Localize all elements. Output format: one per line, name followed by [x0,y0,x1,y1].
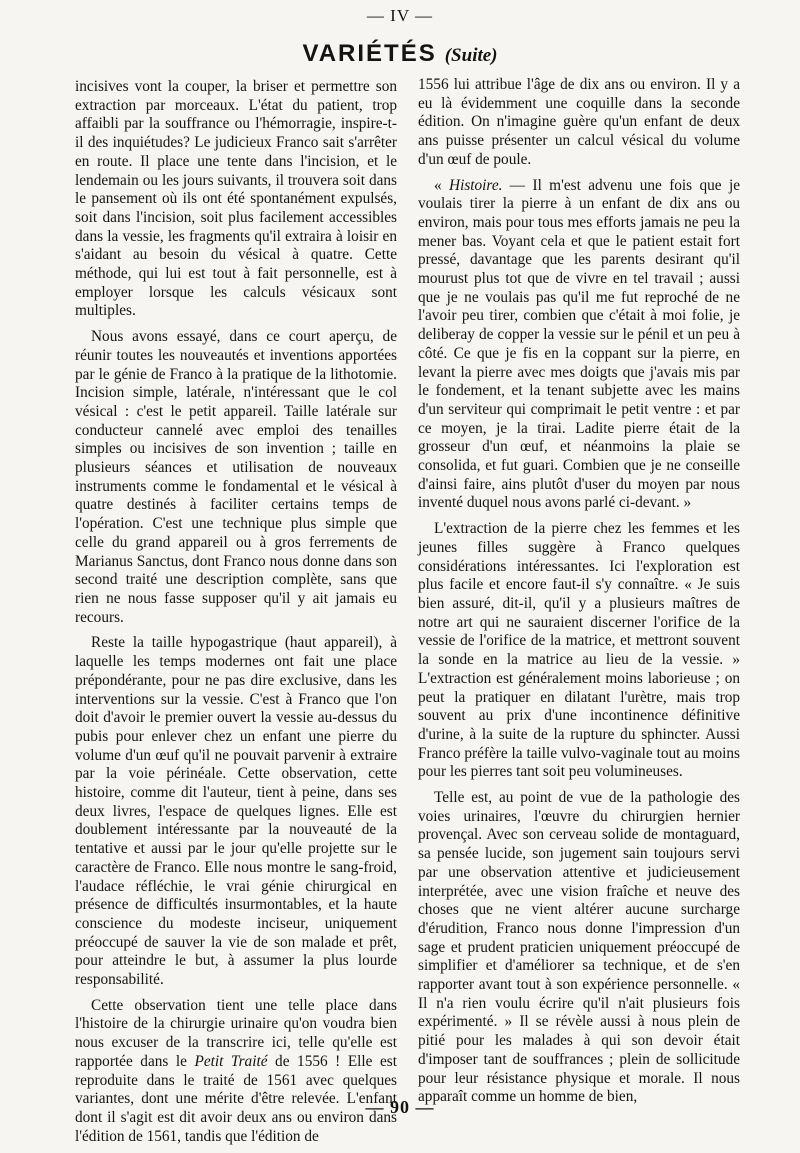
quote-mark: « [434,176,450,194]
italic-heading: Histoire. [449,176,503,194]
paragraph [75,997,397,1147]
paragraph: Nous avons essayé, dans ce court aperçu, de réunir toutes les nouveautés et inventions apportées par le génie de Franco à la pratique de la lithotomie. Incision simple, latérale, n'intéressant que le col vésical : c'est le petit appareil. Taille latérale sur conducteur cannelé avec emploi des tenailles simples ou incisives de son invention ; taille en plusieurs séances et utilisation de nouveaux instruments comme le fondamental et le vésical à quatre destinés à faciliter certains temps de l'opération. C'est une technique plus simple que celle du grand appareil ou à gros ferrements de Marianus Sanctus, dont Franco nous donne dans son second traité une description complète, sans que rien ne nous fasse supposer qu'il y ait jamais eu recours. [75,328,397,626]
paragraph-text: — Il m'est advenu une fois que je voulais tirer la pierre à un enfant de dix ans ou environ, mais pour tous mes efforts jamais ne peu la mener bas. Voyant cela et que le patient estait fort pressé, davantage que les parents desirant qu'il mourust plus tot que de vivre en tel travail ; aussi que je ne voulais pas qu'il me fut reproché de ne l'avoir peu tirer, combien que c'était à moi folie, je deliberay de copper la vessie sur le pénil et un peu à côté. Ce que je fis en la coppant sur la pierre, en levant la pierre avec mes doigts que j'avais mis par le fondement, et la tenant subjette avec les mains d'un serviteur qui comprimait le petit ventre : et par ce moyen, je la tirai. Ladite pierre était de la grosseur d'un œuf, et néanmoins la plaie se consolida, et fut guari. Combien que je ne conseille d'ainsi faire, ains plutôt d'user du moyen par nous inventé duquel nous avons parlé ci-devant. » [418,176,740,512]
italic-title: Petit Traité [194,1052,268,1070]
right-column [418,76,740,1114]
section-header [0,40,800,68]
section-suite: (Suite) [444,45,498,66]
paragraph-text: de 1556 ! Elle est reproduite dans le traité de 1561 avec quelques variantes, dont une mérite d'être relevée. L'enfant dont il s'agit est dit avoir deux ans ou environ dans l'édition de 1561, tandis que l'édition de [75,1052,398,1145]
section-title: VARIÉTÉS [302,40,437,67]
paragraph: L'extraction de la pierre chez les femmes et les jeunes filles suggère à Franco quelques considérations intéressantes. Ici l'exploration est plus facile et encore faut-il s'y connaître. « Je suis bien assuré, dit-il, qu'il y a plusieurs maîtres de notre art qui ne sauraient discerner l'orifice de la vessie de l'orifice de la matrice, et mettront souvent la sonde en la matrice au lieu de la vessie. » L'extraction est généralement moins laborieuse ; on peut la pratiquer en dilatant l'urètre, mais trop souvent au prix d'une incontinence définitive d'urine, à la suite de la rupture du sphincter. Aussi Franco préfère la taille vulvo-vaginale tout au moins pour les pierres tant soit peu volumineuses. [418,520,740,781]
paragraph-text: Cette observation tient une telle place dans l'histoire de la chirurgie urinaire qu'on voudra bien nous excuser de la transcrire ici, telle qu'elle est rapportée dans le [75,996,397,1070]
left-column [75,76,397,1153]
paragraph: 1556 lui attribue l'âge de dix ans ou environ. Il y a eu là évidemment une coquille dans la seconde édition. On n'imagine guère qu'un enfant de deux ans puisse présenter un calcul vésical du volume d'un œuf de poule. [418,76,740,168]
paragraph [418,177,740,514]
paragraph: Reste la taille hypogastrique (haut appareil), à laquelle les temps modernes ont fait une place prépondérante, pour ne pas dire exclusive, dans les interventions sur la vessie. C'est à Franco que l'on doit d'avoir le premier ouvert la vessie au-dessus du pubis pour enlever chez un enfant une pierre du volume d'un œuf qu'il ne pouvait parvenir à extraire par la voie périnéale. Cette observation, cette histoire, comme dit l'auteur, tient à peine, dans ses deux livres, l'espace de quelques lignes. Elle est doublement intéressante par la nouveauté de la tentative et aussi par le jour qu'elle projette sur le caractère de Franco. Elle nous montre le sang-froid, l'audace réfléchie, le vrai génie chirurgical en présence de difficultés insurmontables, et la haute conscience du modeste inciseur, uniquement préoccupé de sauver la vie de son malade et prêt, pour atteindre le but, à assumer la plus lourde responsabilité. [75,634,397,989]
page-number: — 90 — [365,1097,435,1117]
paragraph: incisives vont la couper, la briser et permettre son extraction par morceaux. L'état du patient, trop affaibli par la souffrance ou l'hémorragie, inspire-t-il des inquiétudes? Le judicieux Franco sait s'arrêter en route. Il place une tente dans l'incision, et le lendemain ou les jours suivants, il trouvera soit dans le pansement où ils ont été spontanément expulsés, soit dans l'incision, soit plus facilement accessibles dans la vessie, les fragments qu'il extraira à loisir en s'aidant au besoin du vésical à quatre. Cette méthode, qui lui est tout à fait personnelle, est à employer lorsque les calculs vésicaux sont multiples. [75,78,397,320]
running-head: — IV — [366,6,434,25]
paragraph: Telle est, au point de vue de la pathologie des voies urinaires, l'œuvre du chirurgien hernier provençal. Avec son cerveau solide de montaguard, sa pensée lucide, son jugement sain toujours servi par une observation attentive et judicieusement interprétée, avec une vision fraîche et neuve des choses que ne vient altérer aucune surcharge d'érudition, Franco nous donne l'impression d'un sage et prudent praticien uniquement préoccupé de simplifier et d'améliorer sa technique, et de s'en rapporter avant tout à son expérience personnelle. « Il n'a rien voulu écrire qu'il n'ait plusieurs fois expérimenté. » Il se révèle aussi à nous plein de pitié pour les malades à qui son devoir était d'imposer tant de souffrances ; plein de sollicitude pour leur résistance physique et morale. Il nous apparaît comme un homme de bien, [418,789,740,1106]
